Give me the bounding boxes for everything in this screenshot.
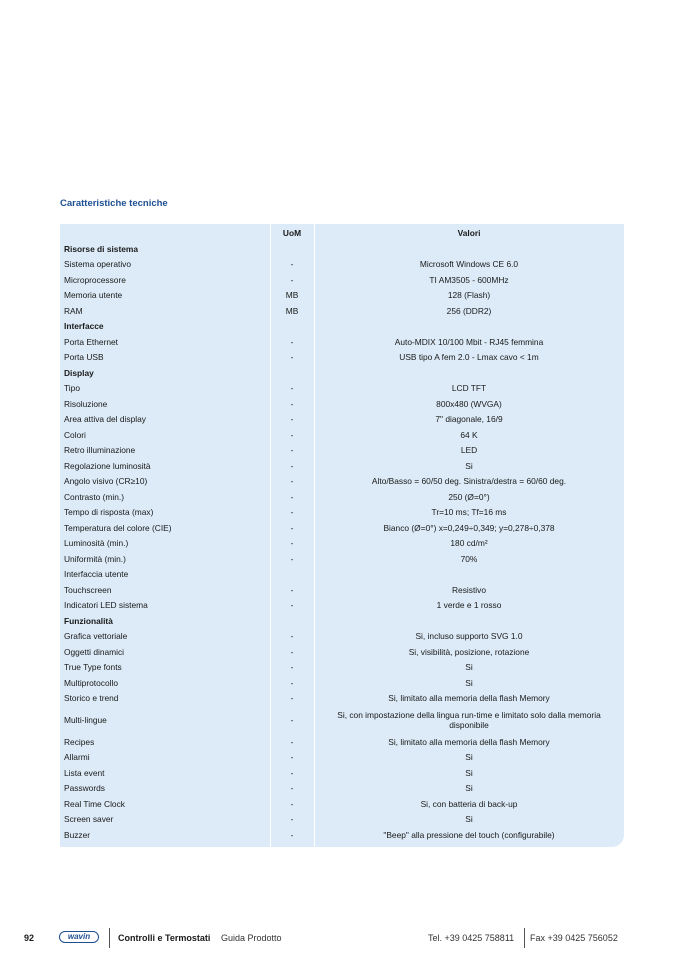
table-row — [60, 796, 624, 812]
cell-uom: MB — [285, 305, 299, 316]
cell-name: Indicatori LED sistema — [64, 600, 148, 611]
cell-name: Colori — [64, 429, 86, 440]
cell-name: Tipo — [64, 383, 80, 394]
cell-uom: - — [290, 491, 294, 502]
table-row — [60, 303, 624, 319]
table-row — [60, 706, 624, 734]
table-row — [60, 288, 624, 304]
cell-name: Sistema operativo — [64, 259, 132, 270]
table-row — [60, 734, 624, 750]
cell-name: Buzzer — [64, 829, 91, 840]
cell-value: TI AM3505 - 600MHz — [429, 274, 509, 285]
spec-table — [60, 224, 624, 847]
table-section-row — [60, 319, 624, 335]
table-row — [60, 412, 624, 428]
table-header — [60, 224, 624, 241]
cell-uom: - — [290, 522, 294, 533]
cell-uom: - — [290, 783, 294, 794]
cell-name: Passwords — [64, 783, 105, 794]
cell-value: Bianco (Ø=0°) x=0,249÷0,349; y=0,278÷0,378 — [383, 522, 555, 533]
cell-name: Recipes — [64, 736, 95, 747]
cell-value: Resistivo — [452, 584, 486, 595]
cell-value: Si, incluso supporto SVG 1.0 — [415, 631, 523, 642]
cell-uom: - — [290, 736, 294, 747]
header-value: Valori — [457, 227, 481, 238]
cell-uom: - — [290, 507, 294, 518]
cell-uom: - — [290, 798, 294, 809]
table-row — [60, 644, 624, 660]
table-row — [60, 474, 624, 490]
table-section-row — [60, 365, 624, 381]
cell-uom: - — [290, 693, 294, 704]
cell-name: Multi-lingue — [64, 715, 107, 725]
cell-name: Risorse di sistema — [64, 243, 139, 254]
cell-uom: - — [290, 631, 294, 642]
cell-value: LCD TFT — [451, 383, 487, 394]
cell-uom: MB — [285, 290, 299, 301]
cell-name: Grafica vettoriale — [64, 631, 128, 642]
cell-value: 250 (Ø=0°) — [448, 491, 490, 502]
cell-name: Temperatura del colore (CIE) — [64, 522, 172, 533]
table-row — [60, 350, 624, 366]
cell-uom: - — [290, 460, 294, 471]
cell-value: Si — [465, 460, 473, 471]
table-row — [60, 691, 624, 707]
cell-name: Tempo di risposta (max) — [64, 507, 154, 518]
footer-guide: Guida Prodotto — [221, 933, 282, 943]
cell-name: Oggetti dinamici — [64, 646, 125, 657]
table-row — [60, 396, 624, 412]
table-row — [60, 629, 624, 645]
table-row — [60, 750, 624, 766]
cell-value: "Beep" alla pressione del touch (configurabile) — [383, 829, 555, 840]
table-row — [60, 567, 624, 583]
table-row — [60, 489, 624, 505]
table-row — [60, 551, 624, 567]
cell-value: Tr=10 ms; Tf=16 ms — [431, 507, 507, 518]
table-row — [60, 582, 624, 598]
cell-name: Lista event — [64, 767, 105, 778]
cell-value: 70% — [460, 553, 478, 564]
cell-value: 7" diagonale, 16/9 — [435, 414, 503, 425]
cell-value: 64 K — [460, 429, 478, 440]
cell-value: Microsoft Windows CE 6.0 — [419, 259, 519, 270]
cell-uom: - — [290, 429, 294, 440]
cell-value: Si — [465, 662, 473, 673]
table-row — [60, 505, 624, 521]
table-row — [60, 520, 624, 536]
cell-uom: - — [290, 662, 294, 673]
cell-name: Uniformità (min.) — [64, 553, 126, 564]
cell-value: Si, limitato alla memoria della flash Memory — [388, 736, 550, 747]
cell-name: Porta Ethernet — [64, 336, 119, 347]
cell-uom: - — [290, 538, 294, 549]
table-row — [60, 458, 624, 474]
page-footer — [0, 928, 678, 948]
cell-uom: - — [290, 259, 294, 270]
cell-uom: - — [290, 677, 294, 688]
cell-value: Alto/Basso = 60/50 deg. Sinistra/destra = 60/60 deg. — [371, 476, 567, 487]
cell-uom: - — [290, 398, 294, 409]
cell-name: Luminosità (min.) — [64, 538, 129, 549]
table-row — [60, 536, 624, 552]
table-body — [60, 241, 624, 843]
cell-uom: - — [290, 600, 294, 611]
table-row — [60, 334, 624, 350]
cell-name: Porta USB — [64, 352, 104, 363]
cell-uom: - — [290, 767, 294, 778]
cell-name: Regolazione luminosità — [64, 460, 151, 471]
cell-value: LED — [460, 445, 478, 456]
table-row — [60, 765, 624, 781]
cell-uom: - — [290, 274, 294, 285]
table-row — [60, 660, 624, 676]
cell-uom: - — [290, 752, 294, 763]
cell-value: 1 verde e 1 rosso — [436, 600, 502, 611]
table-row — [60, 381, 624, 397]
cell-name: True Type fonts — [64, 662, 122, 673]
cell-value: 256 (DDR2) — [446, 305, 492, 316]
table-section-row — [60, 613, 624, 629]
cell-uom: - — [290, 814, 294, 825]
cell-uom: - — [290, 445, 294, 456]
cell-uom: - — [290, 352, 294, 363]
footer-brand: Controlli e Termostati — [118, 933, 211, 943]
table-row — [60, 598, 624, 614]
cell-value: Si — [465, 814, 473, 825]
cell-name: Screen saver — [64, 814, 114, 825]
cell-value: Si, con batteria di back-up — [420, 798, 518, 809]
cell-name: Storico e trend — [64, 693, 119, 704]
column-separator — [270, 224, 271, 847]
cell-uom: - — [290, 646, 294, 657]
cell-uom: - — [290, 383, 294, 394]
cell-value: Si, con impostazione della lingua run-time e limitato solo dalla memoria disponibile — [337, 710, 601, 730]
cell-uom: - — [290, 414, 294, 425]
cell-value: 180 cd/m² — [450, 538, 488, 549]
cell-name: Real Time Clock — [64, 798, 125, 809]
footer-fax: Fax +39 0425 756052 — [530, 933, 618, 943]
footer-tel: Tel. +39 0425 758811 — [428, 933, 515, 943]
cell-name: Memoria utente — [64, 290, 123, 301]
wavin-logo: wavin — [59, 931, 99, 943]
cell-name: Interfacce — [64, 321, 104, 332]
cell-name: Microprocessore — [64, 274, 126, 285]
cell-name: Allarmi — [64, 752, 90, 763]
cell-uom: - — [290, 553, 294, 564]
cell-name: Display — [64, 367, 94, 378]
cell-uom: - — [290, 336, 294, 347]
table-row — [60, 812, 624, 828]
table-row — [60, 272, 624, 288]
table-row — [60, 443, 624, 459]
cell-value: Si — [465, 783, 473, 794]
cell-uom: - — [290, 715, 294, 725]
table-section-row — [60, 241, 624, 257]
cell-value: 128 (Flash) — [447, 290, 491, 301]
cell-value: Si — [465, 767, 473, 778]
cell-name: RAM — [64, 305, 83, 316]
cell-name: Risoluzione — [64, 398, 108, 409]
cell-name: Funzionalità — [64, 615, 113, 626]
cell-name: Interfaccia utente — [64, 569, 129, 580]
cell-value: Auto-MDIX 10/100 Mbit - RJ45 femmina — [394, 336, 544, 347]
section-title: Caratteristiche tecniche — [60, 198, 168, 209]
cell-name: Area attiva del display — [64, 414, 146, 425]
cell-uom: - — [290, 829, 294, 840]
cell-value: Si, visibilità, posizione, rotazione — [408, 646, 530, 657]
cell-name: Touchscreen — [64, 584, 112, 595]
footer-divider — [524, 928, 525, 948]
page-number: 92 — [24, 933, 35, 943]
cell-value: Si — [465, 752, 473, 763]
footer-divider — [109, 928, 110, 948]
cell-value: Si — [465, 677, 473, 688]
table-row — [60, 675, 624, 691]
column-separator — [314, 224, 315, 847]
cell-value: USB tipo A fem 2.0 - Lmax cavo < 1m — [399, 352, 539, 363]
cell-name: Multiprotocollo — [64, 677, 118, 688]
cell-name: Contrasto (min.) — [64, 491, 125, 502]
cell-uom: - — [290, 476, 294, 487]
cell-uom: - — [290, 584, 294, 595]
cell-value: 800x480 (WVGA) — [436, 398, 502, 409]
table-row — [60, 827, 624, 843]
cell-value: Si, limitato alla memoria della flash Memory — [388, 693, 550, 704]
table-row — [60, 781, 624, 797]
table-row — [60, 257, 624, 273]
table-row — [60, 427, 624, 443]
header-uom: UoM — [282, 227, 302, 238]
cell-name: Retro illuminazione — [64, 445, 136, 456]
cell-name: Angolo visivo (CR≥10) — [64, 476, 148, 487]
